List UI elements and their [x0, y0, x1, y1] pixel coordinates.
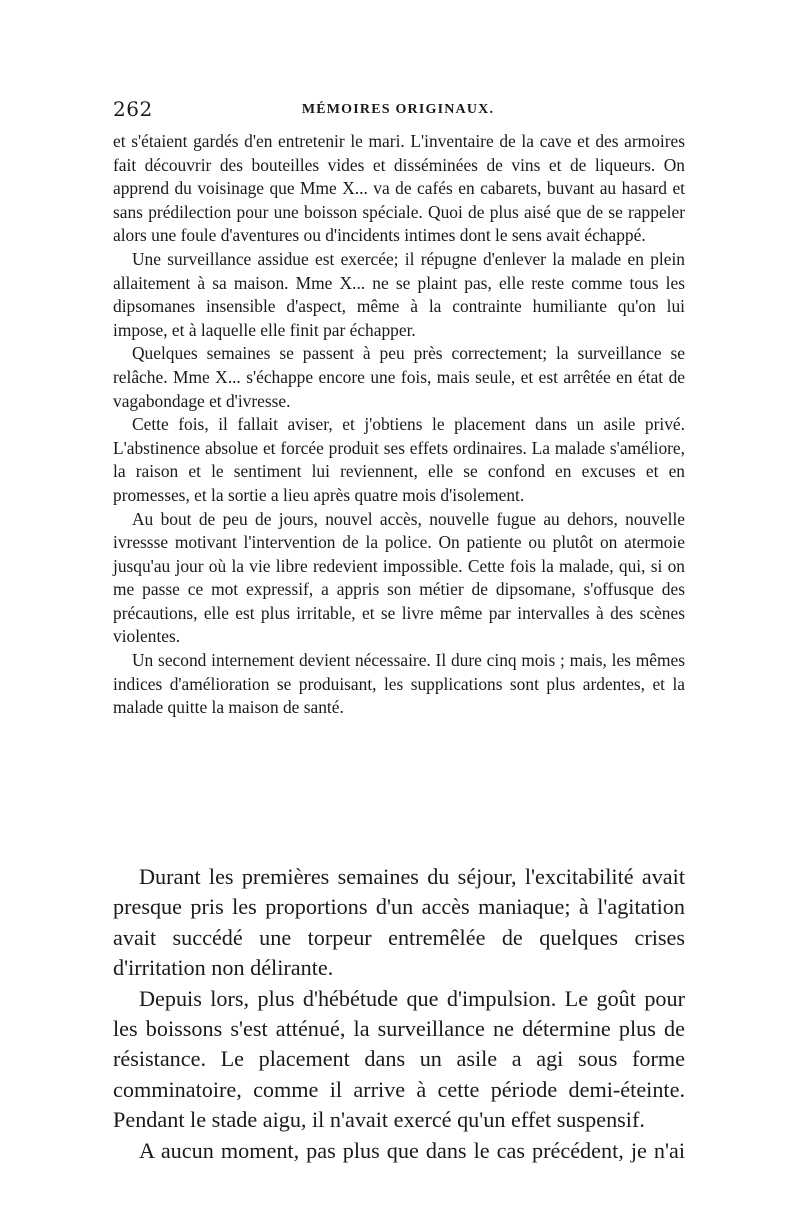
paragraph-no-moment: A aucun moment, pas plus que dans le cas précédent, je n'ai: [139, 1137, 685, 1163]
page-number: 262: [113, 97, 153, 121]
paragraph-relapse: Au bout de peu de jours, nouvel accès, nouvelle fugue au dehors, nouvelle ivressse motivant l'intervention de la police. On patiente ou plutôt on atermoie jusqu'au jour où la vie libre redevient impossible. Cette fois la malade, qui, si on me passe ce mot expressif, a appris son métier de dipsomane, s'offusque des précautions, elle est plus irritable, et se livre même par intervalles à des scènes violentes.: [113, 508, 685, 647]
paragraph-continuation: et s'étaient gardés d'en entretenir le mari. L'inventaire de la cave et des armoires fait découvrir des bouteilles vides et disséminées de vins et de liqueurs. On apprend du voisinage que Mme X... va de cafés en cabarets, buvant au hasard et sans prédilection pour une boisson spéciale. Quoi de plus aisé que de se rappeler alors une foule d'aventures ou d'incidents intimes dont le sens avait échappé.: [113, 131, 685, 246]
paragraph-since-then: Depuis lors, plus d'hébétude que d'impulsion. Le goût pour les boissons s'est atténué, la surveillance ne détermine plus de résistance. Le placement dans un asile a agi sous forme comminatoire, comme il arrive à cette période demi-éteinte. Pendant le stade aigu, il n'avait exercé qu'un effet suspensif.: [113, 985, 685, 1133]
paragraph-first-weeks: Durant les premières semaines du séjour, l'excitabilité avait presque pris les proportions d'un accès maniaque; à l'agitation avait succédé une torpeur entremêlée de quelques crises d'irritation non délirante.: [113, 864, 685, 981]
paragraph-second-internment: Un second internement devient nécessaire. Il dure cinq mois ; mais, les mêmes indices d'amélioration se produisant, les supplications sont plus ardentes, et la malade quitte la maison de santé.: [113, 650, 685, 718]
small-print-section: [113, 130, 685, 720]
large-print-section: [113, 862, 685, 1166]
page-header: [113, 96, 683, 126]
paragraph-surveillance: Une surveillance assidue est exercée; il répugne d'enlever la malade en plein allaitement à sa maison. Mme X... ne se plaint pas, elle reste comme tous les dipsomanes insensible d'aspect, même à la contrainte humiliante qu'on lui impose, et à laquelle elle finit par échapper.: [113, 248, 685, 340]
paragraph-asylum: Cette fois, il fallait aviser, et j'obtiens le placement dans un asile privé. L'abstinence absolue et forcée produit ses effets ordinaires. La malade s'améliore, la raison et le sentiment lui reviennent, elle se confond en excuses et en promesses, et la sortie a lieu après quatre mois d'isolement.: [113, 414, 685, 505]
running-title: MÉMOIRES ORIGINAUX.: [301, 102, 495, 117]
paragraph-weeks: Quelques semaines se passent à peu près correctement; la surveillance se relâche. Mme X... s'échappe encore une fois, mais seule, et est arrêtée en état de vagabondage et d'ivresse.: [113, 343, 685, 411]
